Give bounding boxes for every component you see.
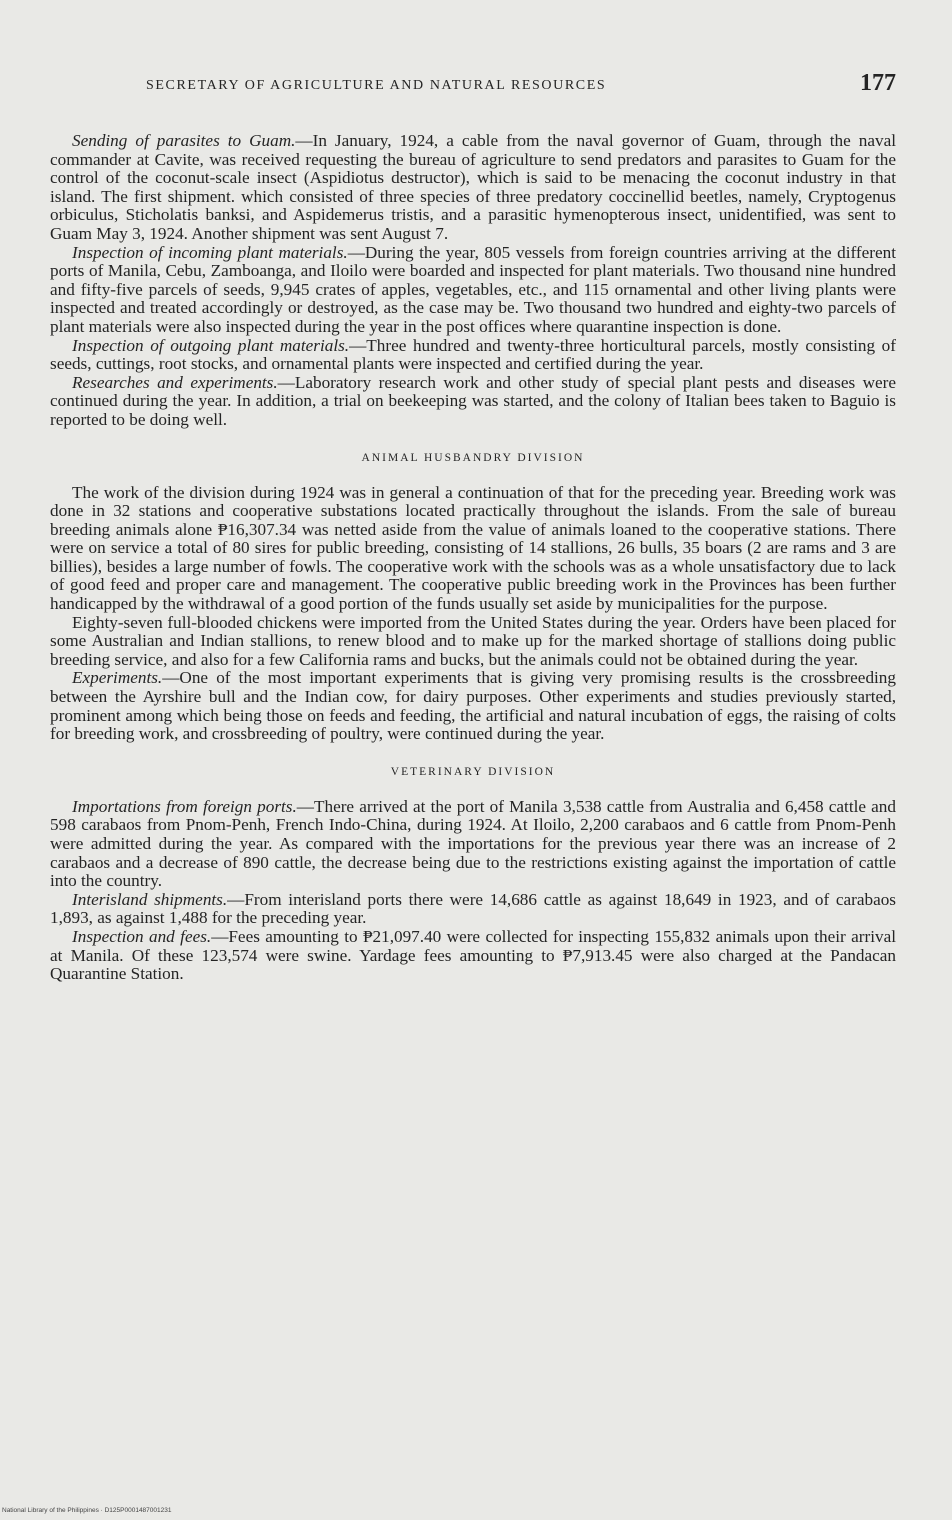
footer-credit: National Library of the Philippines · D125P0001487001231 <box>2 1507 172 1514</box>
side-heading: Inspection and fees. <box>72 926 212 946</box>
paragraph-text: —From interisland ports there were 14,686 cattle as against 18,649 in 1923, and of carabaos 1,893, as against 1,488 for the preceding year. <box>50 889 896 928</box>
paragraph <box>50 891 896 928</box>
paragraph <box>50 614 896 670</box>
section-heading-veterinary: VETERINARY DIVISION <box>390 765 556 778</box>
paragraph <box>50 132 896 244</box>
paragraph-text: —Laboratory research work and other study of special plant pests and diseases were continued during the year. In addition, a trial on beekeeping was started, and the colony of Italian bees taken to Baguio is reported to be doing well. <box>50 372 896 429</box>
paragraph <box>50 798 896 891</box>
paragraph-text: —During the year, 805 vessels from foreign countries arriving at the different ports of Manila, Cebu, Zamboanga, and Iloilo were boarded and inspected for plant materials. Two thousand nine hundred and fifty-five parcels of seeds, 9,945 crates of apples, vegetables, etc., and 115 ornamental and other living plants were inspected and treated accordingly or destroyed, as the case may be. Two thousand two hundred and eighty-two parcels of plant materials were also inspected during the year in the post offices where quarantine inspection is done. <box>50 242 896 336</box>
paragraph-text: —There arrived at the port of Manila 3,538 cattle from Australia and 6,458 cattle and 598 carabaos from Pnom-Penh, French Indo-China, during 1924. At Iloilo, 2,200 carabaos and 6 cattle from Pnom-Penh were admitted during the year. As compared with the importations for the previous year there was an increase of 2 carabaos and a decrease of 890 cattle, the decrease being due to the restrictions existing against the importation of cattle into the country. <box>50 796 896 891</box>
document-page <box>50 68 896 984</box>
section-animal-husbandry <box>50 484 896 744</box>
running-head <box>50 68 896 102</box>
running-head-title: SECRETARY OF AGRICULTURE AND NATURAL RESOURCES <box>146 78 607 93</box>
paragraph-text: Eighty-seven full-blooded chickens were imported from the United States during the year. Orders have been placed for some Australian and Indian stallions, to renew blood and to make up for the marked shortage of stallions doing public breeding service, and also for a few California rams and bucks, but the animals could not be obtained during the year. <box>50 612 896 669</box>
paragraph <box>50 928 896 984</box>
paragraph-text: —Three hundred and twenty-three horticultural parcels, mostly consisting of seeds, cuttings, root stocks, and ornamental plants were inspected and certified during the year. <box>50 335 896 374</box>
section-veterinary <box>50 798 896 984</box>
paragraph-text: —In January, 1924, a cable from the naval governor of Guam, through the naval commander at Cavite, was received requesting the bureau of agriculture to send predators and parasites to Guam for the control of the coconut-scale insect (Aspidiotus destructor), which is said to be menacing the coconut industry in that island. The first shipment. which consisted of three species of three predatory coccinellid beetles, namely, Cryptogenus orbiculus, Sticholatis banksi, and Aspidemerus tristis, and a parasitic hymenopterous insect, unidentified, was sent to Guam May 3, 1924. Another shipment was sent August 7. <box>50 131 896 243</box>
paragraph <box>50 374 896 430</box>
paragraph <box>50 244 896 337</box>
paragraph <box>50 337 896 374</box>
paragraph <box>50 484 896 614</box>
side-heading: Inspection of outgoing plant materials. <box>72 335 350 355</box>
page-number: 177 <box>860 70 896 96</box>
paragraph-text: —Fees amounting to ₱21,097.40 were collected for inspecting 155,832 animals upon their arrival at Manila. Of these 123,574 were swine. Yardage fees amounting to ₱7,913.45 were also charged at the Pandacan Quarantine Station. <box>50 926 896 984</box>
side-heading: Researches and experiments. <box>72 372 278 392</box>
side-heading: Sending of parasites to Guam. <box>72 131 296 150</box>
side-heading: Inspection of incoming plant materials. <box>72 242 348 262</box>
side-heading: Interisland shipments. <box>72 889 228 909</box>
section-heading-animal-husbandry: ANIMAL HUSBANDRY DIVISION <box>361 451 585 464</box>
paragraph <box>50 669 896 743</box>
side-heading: Importations from foreign ports. <box>72 796 297 816</box>
side-heading: Experiments. <box>72 668 163 688</box>
paragraph-text: The work of the division during 1924 was in general a continuation of that for the preceding year. Breeding work was done in 32 stations and cooperative substations located practically throughout the islands. From the sale of bureau breeding animals alone ₱16,307.34 was netted aside from the value of animals loaned to the cooperative stations. There were on service a total of 80 sires for public breeding, consisting of 14 stallions, 26 bulls, 35 boars (2 are rams and 3 are billies), besides a large number of fowls. The cooperative work with the schools was as a whole unsatisfactory due to lack of good feed and proper care and management. The cooperative public breeding work in the Provinces has been further handicapped by the withdrawal of a good portion of the funds usually set aside by municipalities for the purpose. <box>50 482 896 614</box>
paragraph-text: —One of the most important experiments that is giving very promising results is the crossbreeding between the Ayrshire bull and the Indian cow, for dairy purposes. Other experiments and studies previously started, prominent among which being those on feeds and feeding, the artificial and natural incubation of eggs, the raising of colts for breeding work, and crossbreeding of poultry, were continued during the year. <box>50 668 896 744</box>
section-plant-industry <box>50 132 896 430</box>
